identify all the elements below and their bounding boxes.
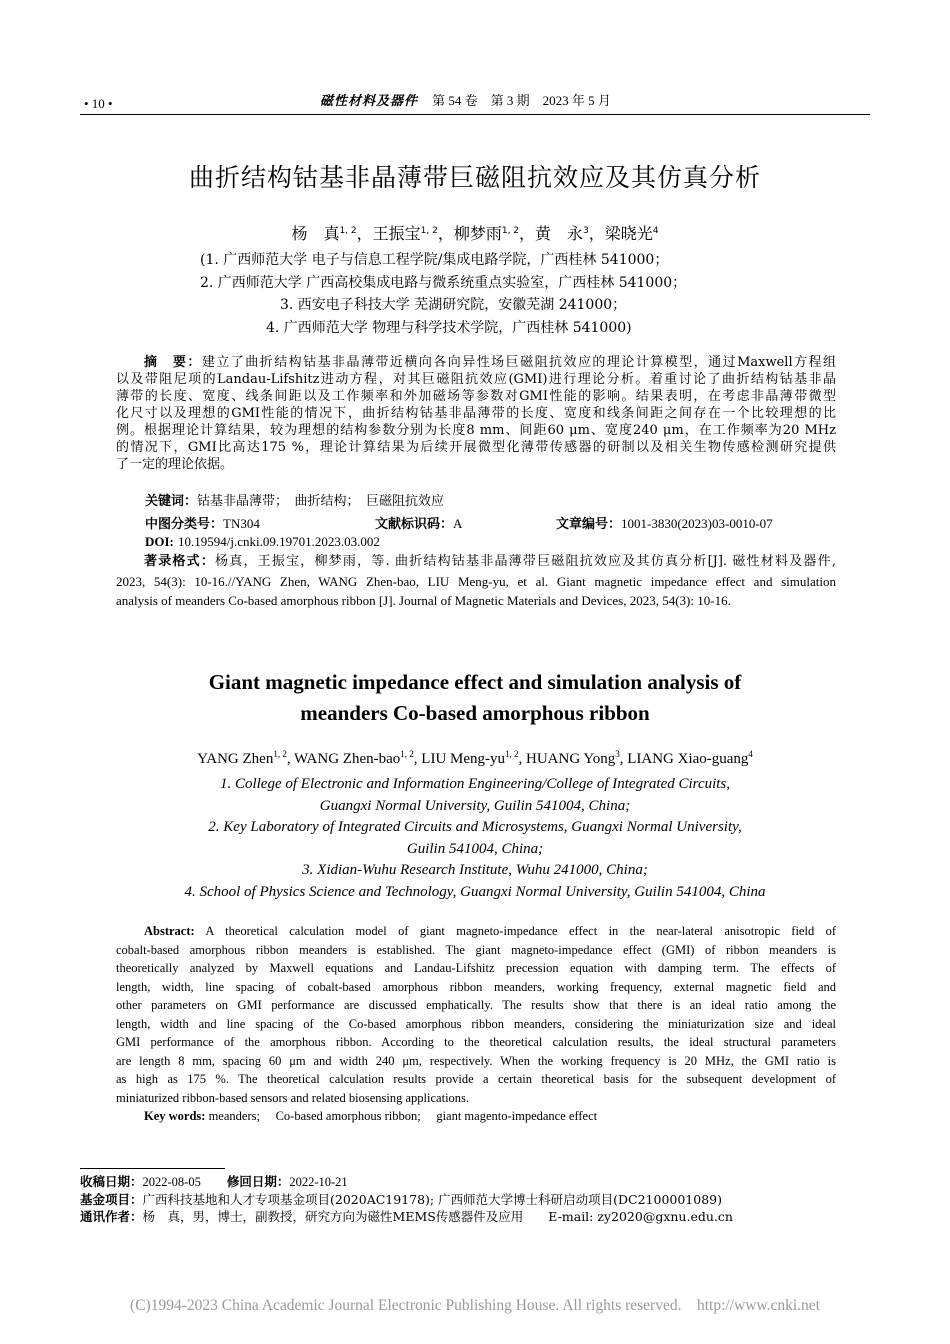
doccode-line [375, 515, 462, 533]
clc-value: TN304 [223, 516, 260, 531]
en-author-4: , HUANG Yong [518, 751, 616, 767]
cnki-watermark: (C)1994-2023 China Academic Journal Electronic Publishing House. All rights reserved. http://www.cnki.net [130, 1297, 820, 1314]
en-affil-line: Guilin 541004, China; [406, 840, 544, 857]
en-title-line-2: meanders Co-based amorphous ribbon [300, 701, 650, 725]
en-author-3: , LIU Meng-yu [413, 751, 506, 767]
en-author-2: , WANG Zhen-bao [286, 751, 401, 767]
en-authors [0, 751, 950, 768]
en-affil-line: 1. College of Electronic and Information Engineering/College of Integrated Circuits, [219, 776, 731, 792]
en-author-1-sup: 1, 2 [273, 749, 287, 759]
received-date: 2022-08-05 [142, 1175, 201, 1189]
cn-abstract-line: 的情况下，GMI比高达175 %，理论计算结果为后续开展微型化薄带传感器的研制以及相关生物传感检测研究提供 [116, 440, 836, 455]
header-rule [80, 114, 870, 115]
article-no-line [556, 515, 773, 533]
cn-affil-1: (1. 广西师范大学 电子与信息工程学院/集成电路学院，广西桂林 541000； [200, 252, 669, 268]
cn-affil-3: 3. 西安电子科技大学 芜湖研究院，安徽芜湖 241000； [280, 297, 627, 313]
en-keywords-label: Key words: [144, 1109, 206, 1123]
revised-date: 2022-10-21 [289, 1175, 348, 1189]
en-abstract-line: A theoretical calculation model of giant magneto-impedance effect in the near-lateral anisotropic field of [194, 924, 836, 938]
en-abstract-line: are length 8 mm, spacing 60 μm and width 240 μm, respectively. When the working frequency is 20 MHz, the GMI ratio is [116, 1053, 836, 1068]
en-author-5-sup: 4 [748, 749, 753, 759]
footnote-dates [80, 1173, 733, 1191]
cn-abstract-line: 例。根据理论计算结果，较为理想的结构参数分别为长度8 mm、间距60 μm、宽度240 μm，在工作频率为20 MHz [116, 423, 836, 438]
en-author-3-sup: 1, 2 [505, 749, 519, 759]
cite-label: 著录格式： [144, 554, 216, 569]
doccode-label: 文献标识码： [375, 517, 454, 532]
en-affil-line: Guangxi Normal University, Guilin 541004, China; [319, 797, 631, 814]
en-affiliations [0, 774, 950, 904]
en-title-line-1: Giant magnetic impedance effect and simulation analysis of [208, 670, 742, 694]
footnote-rule [80, 1168, 225, 1169]
page-number: • 10 • [84, 96, 113, 111]
en-affil-line: 3. Xidian-Wuhu Research Institute, Wuhu 241000, China; [302, 862, 648, 879]
en-abstract-line: cobalt-based amorphous ribbon meanders is established. The giant magneto-impedance effect (GMI) of ribbon meanders is [116, 942, 836, 957]
author-4: ，黄 永 [519, 224, 584, 243]
en-abstract-line: as high as 175 %. The theoretical calculation results provide a certain theoretical basis for the subsequent development of [116, 1072, 836, 1086]
en-abstract-line: GMI performance of the amorphous ribbon. According to the theoretical calculation results, the ideal structural parameters [116, 1035, 836, 1049]
en-author-2-sup: 1, 2 [400, 749, 414, 759]
en-author-4-sup: 3 [615, 749, 620, 759]
author-5-sup: 4 [652, 226, 659, 236]
en-keywords-text: meanders; Co-based amorphous ribbon; giant magento-impedance effect [205, 1109, 598, 1123]
footnote-corresponding [80, 1208, 733, 1225]
cite-line: 杨真，王振宝，柳梦雨，等. 曲折结构钴基非晶薄带巨磁阻抗效应及其仿真分析[J]. 磁性材料及器件, [215, 554, 836, 569]
cn-abstract-line: 薄带的长度、宽度、线条间距以及工作频率和外加磁场等参数对GMI性能的影响。结果表明，在考虑非晶薄带微型 [116, 389, 836, 404]
en-abstract-line: length, width and line spacing of the Co-based amorphous ribbon meanders, considering the miniaturization size and ideal [116, 1016, 836, 1031]
en-abstract-line: other parameters on GMI performance are discussed emphatically. The results show that there is an ideal ratio among the [116, 998, 836, 1012]
article-no-value: 1001-3830(2023)03-0010-07 [621, 516, 773, 531]
fund-text: 广西科技基地和人才专项基金项目(2020AC19178); 广西师范大学博士科研启动项目(DC2100001089) [142, 1192, 722, 1207]
cite-line: analysis of meanders Co-based amorphous ribbon [J]. Journal of Magnetic Materials and Devices, 2023, 54(3): 10-16. [116, 593, 731, 608]
doccode-value: A [453, 516, 463, 531]
received-label: 收稿日期： [80, 1174, 143, 1189]
article-no-label: 文章编号： [556, 517, 622, 532]
clc-label: 中图分类号： [145, 517, 224, 532]
en-abstract [116, 922, 836, 1126]
footnotes [80, 1173, 733, 1225]
en-author-1: YANG Zhen [197, 751, 274, 767]
corr-label: 通讯作者： [80, 1209, 143, 1224]
author-2-sup: 1, 2 [420, 226, 438, 236]
doi-line [145, 533, 380, 551]
doi-label: DOI: [145, 534, 174, 549]
cn-affil-4: 4. 广西师范大学 物理与科学技术学院，广西桂林 541000) [266, 319, 632, 336]
author-1: 杨 真 [291, 224, 340, 243]
clc-line [145, 515, 260, 533]
cn-abstract-line: 化尺寸以及理想的GMI性能的情况下，曲折结构钴基非晶薄带的长度、宽度和线条间距之间存在一个比较理想的比 [116, 406, 836, 421]
cn-affil-2: 2. 广西师范大学 广西高校集成电路与微系统重点实验室，广西桂林 541000； [200, 274, 687, 291]
fund-label: 基金项目： [80, 1192, 143, 1207]
cite-line: 2023, 54(3): 10-16.//YANG Zhen, WANG Zhen-bao, LIU Meng-yu, et al. Giant magnetic impedance effect and simulation [116, 573, 836, 589]
running-header [320, 90, 611, 109]
author-4-sup: 3 [583, 226, 589, 236]
issue-info: 第 54 卷 第 3 期 2023 年 5 月 [432, 93, 611, 108]
doi-value[interactable]: 10.19594/j.cnki.09.19701.2023.03.002 [178, 534, 380, 549]
author-3: ，柳梦雨 [437, 224, 502, 243]
en-abstract-line: length, width, line spacing of cobalt-based amorphous ribbon meanders, working frequency, external magnetic field and [116, 979, 836, 994]
cn-abstract [116, 354, 836, 473]
cn-keywords-label: 关键词： [145, 494, 198, 509]
author-1-sup: 1, 2 [339, 226, 357, 236]
cn-abstract-label: 摘 要： [144, 355, 202, 370]
author-5: ，梁晓光 [588, 224, 653, 243]
cn-keywords [145, 493, 444, 510]
cn-authors [0, 221, 950, 244]
citation [116, 552, 836, 611]
revised-label: 修回日期： [226, 1174, 290, 1189]
en-abstract-label: Abstract: [144, 924, 195, 938]
corr-text: 杨 真，男，博士，副教授，研究方向为磁性MEMS传感器件及应用 E-mail: zy2020@gxnu.edu.cn [142, 1209, 733, 1224]
cn-abstract-line: 以及带阻尼项的Landau-Lifshitz进动方程，对其巨磁阻抗效应(GMI)进行理论分析。着重讨论了曲折结构钴基非晶 [116, 372, 836, 387]
en-abstract-line: miniaturized ribbon-based sensors and related biosensing applications. [116, 1090, 470, 1105]
cn-abstract-line: 了一定的理论依据。 [116, 457, 234, 472]
en-affil-line: 4. School of Physics Science and Technology, Guangxi Normal University, Guilin 541004, China [184, 883, 766, 900]
author-3-sup: 1, 2 [501, 226, 520, 236]
en-affil-line: 2. Key Laboratory of Integrated Circuits and Microsystems, Guangxi Normal University, [208, 819, 742, 836]
cn-abstract-line: 建立了曲折结构钴基非晶薄带近横向各向异性场巨磁阻抗效应的理论计算模型，通过Maxwell方程组 [201, 355, 836, 370]
cn-affiliations [200, 249, 686, 339]
en-abstract-line: theoretically analyzed by Maxwell equations and Landau-Lifshitz precession equation with damping term. The effects of [116, 961, 836, 975]
cn-keywords-text: 钴基非晶薄带； 曲折结构； 巨磁阻抗效应 [197, 494, 445, 509]
author-2: ，王振宝 [356, 224, 421, 243]
en-title [0, 667, 950, 729]
en-author-5: , LIANG Xiao-guang [619, 751, 749, 767]
footnote-fund [80, 1191, 733, 1208]
cn-title: 曲折结构钴基非晶薄带巨磁阻抗效应及其仿真分析 [188, 163, 761, 192]
journal-name: 磁性材料及器件 [320, 94, 419, 109]
